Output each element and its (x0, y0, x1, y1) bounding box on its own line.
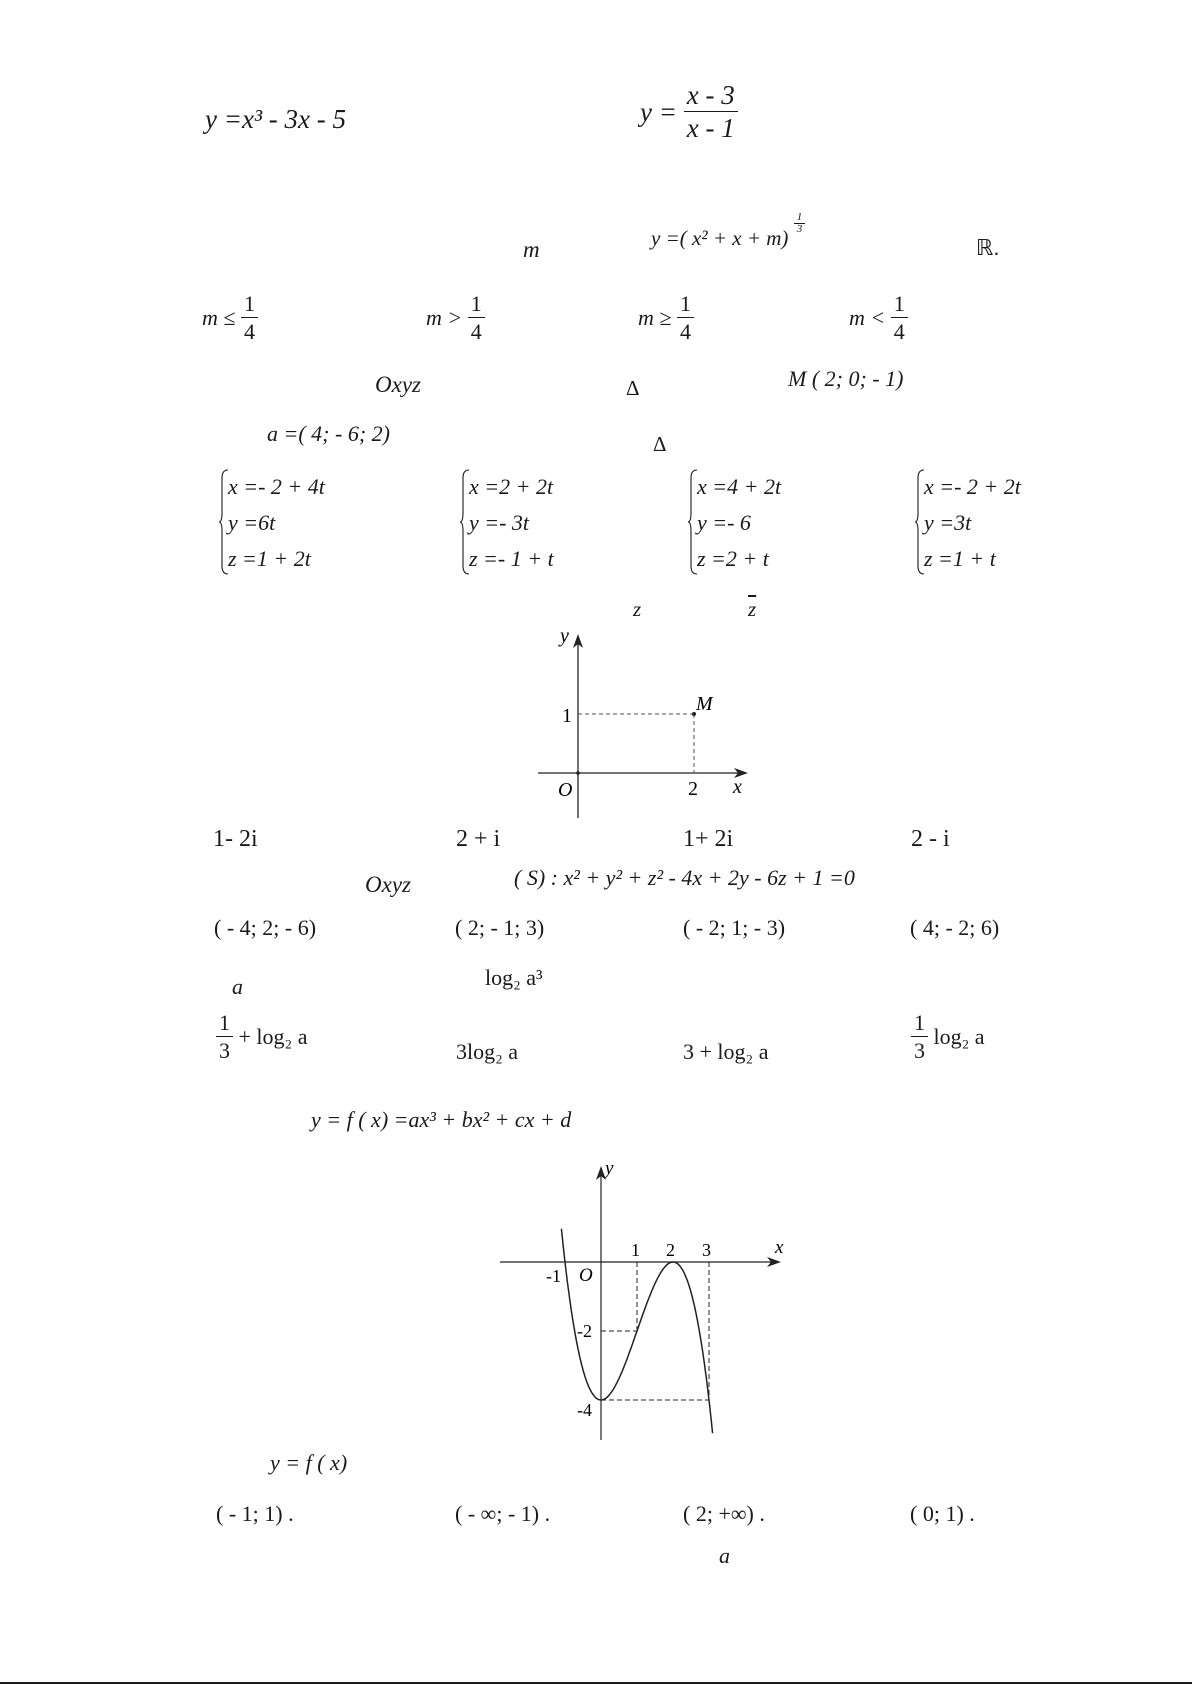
option-c-den: 4 (679, 319, 691, 344)
tick-y-minus2: -2 (577, 1321, 592, 1341)
tick-x-1: 1 (631, 1240, 640, 1260)
option-a-rest: + log₂ a (238, 1024, 308, 1049)
function-rational-lhs: y = (640, 96, 677, 127)
option-a[interactable]: ( - 1; 1) . (216, 1501, 294, 1526)
log-expression: log₂ a³ (485, 965, 543, 990)
x-axis-label: x (733, 776, 742, 798)
rational-fraction (684, 82, 738, 142)
power-function (651, 211, 805, 250)
option-a[interactable]: 1- 2i (213, 826, 258, 852)
option-d-lhs: m < (849, 305, 886, 330)
option-a[interactable]: ( - 4; 2; - 6) (214, 915, 317, 940)
option-d-fraction (911, 1012, 928, 1062)
option-c[interactable]: 3 + log₂ a (683, 1039, 769, 1064)
var-a: a (232, 974, 243, 999)
option-b[interactable] (426, 293, 485, 343)
option-a-num: 1 (216, 1012, 233, 1037)
option-d-num: 1 (911, 1012, 928, 1037)
trailing-var-a: a (719, 1543, 730, 1568)
function-rational (640, 82, 738, 142)
cubic-graph-figure (495, 1160, 795, 1445)
option-b[interactable]: ( - ∞; - 1) . (455, 1501, 551, 1526)
option-b-lhs: m > (426, 305, 463, 330)
tick-x-minus1: -1 (546, 1266, 561, 1286)
point-m: M ( 2; 0; - 1) (788, 366, 904, 391)
point-m-label: M (696, 693, 713, 715)
option-c-num: 1 (677, 293, 694, 318)
cubic-function: y = f ( x) =ax³ + bx² + cx + d (311, 1107, 572, 1132)
tick-x-2: 2 (688, 778, 698, 800)
tick-y-minus4: -4 (577, 1400, 592, 1420)
function-f: y = f ( x) (270, 1450, 348, 1475)
eq-x: x =- 2 + 2t (924, 474, 1021, 499)
option-d[interactable]: 2 - i (911, 826, 950, 852)
option-d[interactable]: ( 4; - 2; 6) (910, 915, 1000, 940)
option-a-fraction (241, 293, 258, 343)
y-axis-label: y (560, 628, 569, 647)
origin-label: O (558, 779, 573, 801)
option-d-num: 1 (891, 293, 908, 318)
option-a[interactable] (202, 293, 258, 343)
function-cubic: y =x³ - 3x - 5 (205, 104, 346, 134)
rational-denominator: x - 1 (686, 113, 735, 143)
option-b[interactable]: 2 + i (456, 826, 501, 852)
option-b-num: 1 (468, 293, 485, 318)
option-d[interactable] (849, 293, 908, 343)
option-a-den: 3 (219, 1038, 230, 1063)
tick-x-2: 2 (666, 1240, 675, 1260)
exponent-den: 3 (796, 223, 803, 235)
option-d-den: 4 (893, 319, 905, 344)
y-axis-label: y (605, 1160, 614, 1179)
option-b[interactable]: ( 2; - 1; 3) (455, 915, 545, 940)
option-a-lhs: m ≤ (202, 305, 236, 330)
eq-x: x =2 + 2t (469, 474, 554, 499)
param-m: m (523, 237, 540, 262)
eq-z: z =- 1 + t (469, 546, 554, 571)
eq-z: z =1 + t (924, 546, 996, 571)
option-c-fraction (677, 293, 694, 343)
option-d-den: 3 (914, 1038, 925, 1063)
option-b-fraction (468, 293, 485, 343)
power-function-base: y =( x² + x + m) (651, 226, 789, 250)
exponent-fraction (794, 212, 806, 235)
option-b-den: 4 (470, 319, 482, 344)
complex-z: z (633, 597, 642, 621)
option-c[interactable] (688, 469, 888, 575)
option-a-fraction (216, 1012, 233, 1062)
option-d[interactable] (915, 469, 1115, 575)
tick-x-3: 3 (702, 1240, 711, 1260)
eq-y: y =6t (228, 510, 276, 535)
line-delta-2: Δ (653, 432, 667, 456)
tick-y-1: 1 (562, 705, 572, 727)
option-d[interactable]: ( 0; 1) . (910, 1501, 975, 1526)
option-d-rest: log₂ a (933, 1024, 985, 1049)
real-set-label: ℝ. (976, 235, 1000, 260)
option-d-fraction (891, 293, 908, 343)
rational-numerator: x - 3 (684, 82, 738, 112)
option-b[interactable] (460, 469, 660, 575)
eq-x: x =- 2 + 4t (228, 474, 325, 499)
direction-vector: a =( 4; - 6; 2) (267, 421, 390, 446)
eq-y: y =- 3t (469, 510, 530, 535)
sphere-equation: ( S) : x² + y² + z² - 4x + 2y - 6z + 1 =0 (514, 865, 855, 890)
complex-z-conjugate: $\overline{z}$ (748, 597, 757, 621)
option-a-den: 4 (243, 319, 255, 344)
eq-z: z =1 + 2t (228, 546, 311, 571)
exponent-num: 1 (794, 212, 806, 224)
origin-label: O (579, 1265, 593, 1286)
eq-x: x =4 + 2t (697, 474, 782, 499)
space-label: Oxyz (375, 372, 421, 397)
option-a[interactable] (216, 1012, 307, 1062)
origin-dot (576, 771, 580, 775)
option-c[interactable] (638, 293, 694, 343)
option-d[interactable] (911, 1012, 985, 1062)
option-c[interactable]: 1+ 2i (683, 826, 734, 852)
complex-plane-figure (530, 628, 760, 818)
option-a-num: 1 (241, 293, 258, 318)
page-bottom-rule (0, 1682, 1192, 1684)
option-c[interactable]: ( - 2; 1; - 3) (683, 915, 786, 940)
option-a[interactable] (219, 469, 419, 575)
option-b[interactable]: 3log₂ a (456, 1039, 519, 1064)
eq-y: y =- 6 (697, 510, 751, 535)
option-c-lhs: m ≥ (638, 305, 672, 330)
eq-y: y =3t (924, 510, 972, 535)
eq-z: z =2 + t (697, 546, 769, 571)
option-c[interactable]: ( 2; +∞) . (683, 1501, 765, 1526)
line-delta: Δ (626, 376, 640, 400)
x-axis-label: x (775, 1237, 784, 1258)
space-label: Oxyz (365, 872, 411, 897)
